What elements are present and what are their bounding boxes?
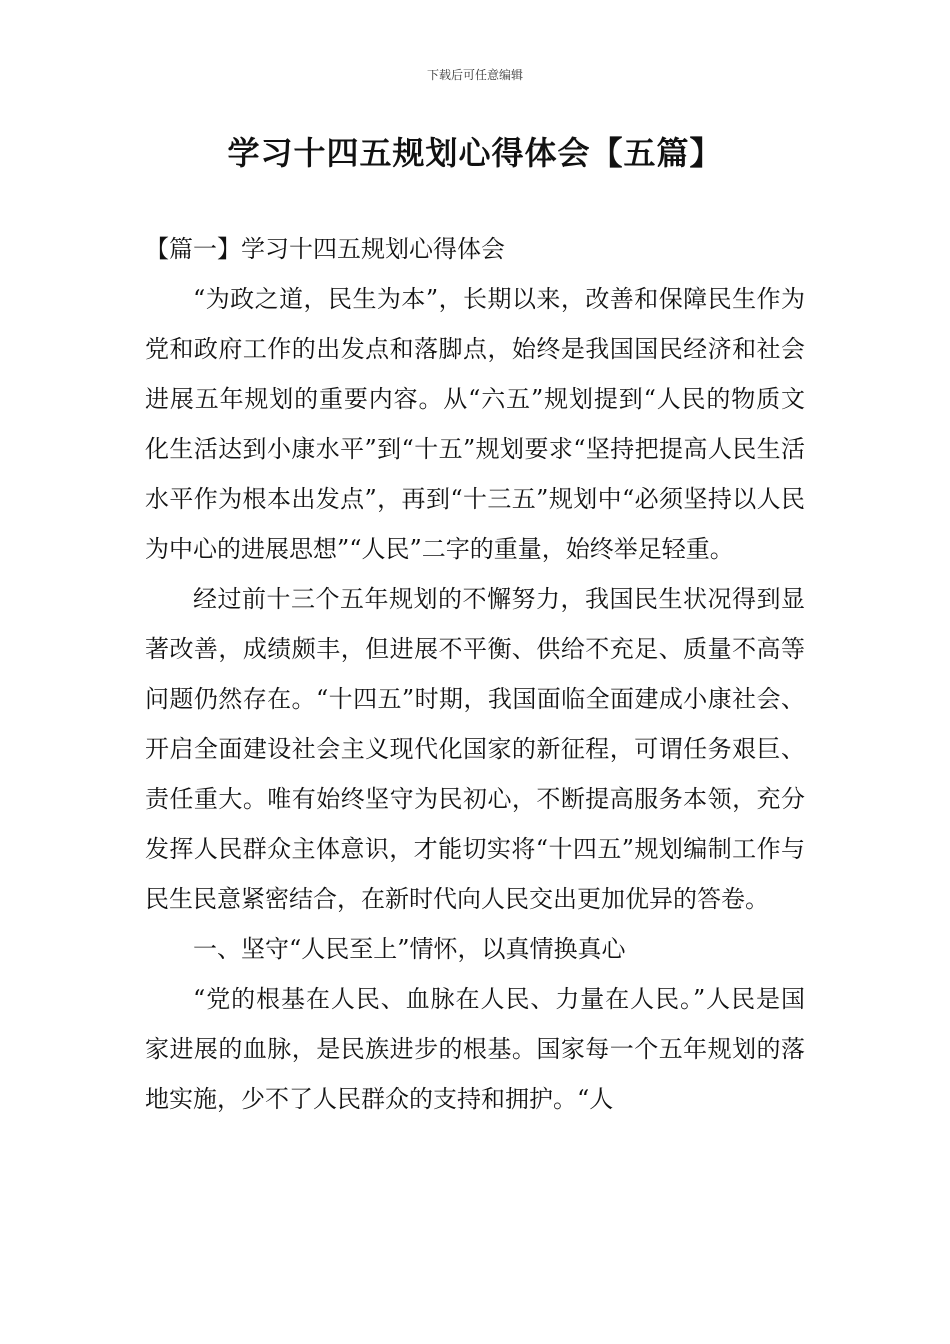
document-body: [145, 224, 805, 1124]
header-note: 下载后可任意编辑: [426, 68, 523, 82]
paragraph-3: “党的根基在人民、血脉在人民、力量在人民。”人民是国家进展的血脉，是民族进步的根基。国家每一个五年规划的落地实施，少不了人民群众的支持和拥护。“人: [145, 985, 805, 1113]
subheading: 一、坚守“人民至上”情怀，以真情换真心: [193, 935, 626, 963]
document-title: 学习十四五规划心得体会【五篇】: [227, 134, 723, 172]
paragraph-2: 经过前十三个五年规划的不懈努力，我国民生状况得到显著改善，成绩颇丰，但进展不平衡、供给不充足、质量不高等问题仍然存在。“十四五”时期，我国面临全面建成小康社会、开启全面建设社会主义现代化国家的新征程，可谓任务艰巨、责任重大。唯有始终坚守为民初心，不断提高服务本领，充分发挥人民群众主体意识，才能切实将“十四五”规划编制工作与民生民意紧密结合，在新时代向人民交出更加优异的答卷。: [145, 585, 805, 913]
section-heading: 【篇一】学习十四五规划心得体会: [145, 235, 505, 263]
paragraph-1: “为政之道，民生为本”，长期以来，改善和保障民生作为党和政府工作的出发点和落脚点，始终是我国国民经济和社会进展五年规划的重要内容。从“六五”规划提到“人民的物质文化生活达到小康水平”到“十五”规划要求“坚持把提高人民生活水平作为根本出发点”，再到“十三五”规划中“必须坚持以人民为中心的进展思想”“人民”二字的重量，始终举足轻重。: [145, 285, 805, 563]
